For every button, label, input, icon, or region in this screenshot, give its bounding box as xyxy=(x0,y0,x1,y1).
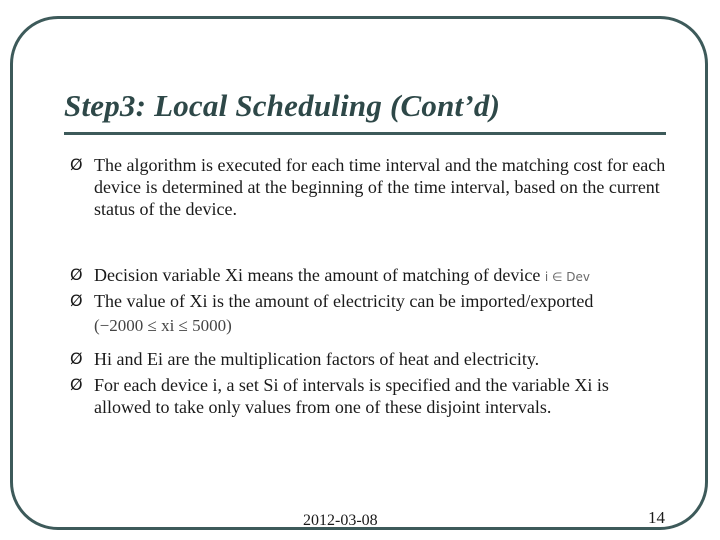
arrow-bullet-icon: Ø xyxy=(70,349,83,368)
bullet-text: For each device i, a set Si of intervals is specified and the variable Xi is allowed to take only values from one of these disjoint intervals. xyxy=(94,375,609,417)
footer-date: 2012-03-08 xyxy=(303,512,378,529)
bullet-item xyxy=(70,264,666,288)
title-underline xyxy=(64,132,666,135)
bullet-text: Decision variable Xi means the amount of matching of device xyxy=(94,265,541,285)
arrow-bullet-icon: Ø xyxy=(70,291,83,310)
bullet-item xyxy=(70,374,666,418)
bullet-text: The algorithm is executed for each time interval and the matching cost for each device is determined at the beginning of the time interval, based on the current status of the device. xyxy=(94,155,666,219)
bullet-item xyxy=(70,154,666,220)
bullet-text: The value of Xi is the amount of electricity can be imported/exported xyxy=(94,291,594,311)
bullet-item xyxy=(70,290,666,312)
slide-number: 14 xyxy=(648,508,665,527)
arrow-bullet-icon: Ø xyxy=(70,375,83,394)
math-device-set: i ∈ Dev xyxy=(544,270,590,284)
formula-row xyxy=(70,316,470,340)
arrow-bullet-icon: Ø xyxy=(70,265,83,284)
formula-range: (−2000 ≤ xi ≤ 5000) xyxy=(94,316,232,335)
slide-title: Step3: Local Scheduling (Cont’d) xyxy=(64,88,501,123)
arrow-bullet-icon: Ø xyxy=(70,155,83,174)
bullet-item xyxy=(70,348,666,370)
bullet-text: Hi and Ei are the multiplication factors of heat and electricity. xyxy=(94,349,540,369)
